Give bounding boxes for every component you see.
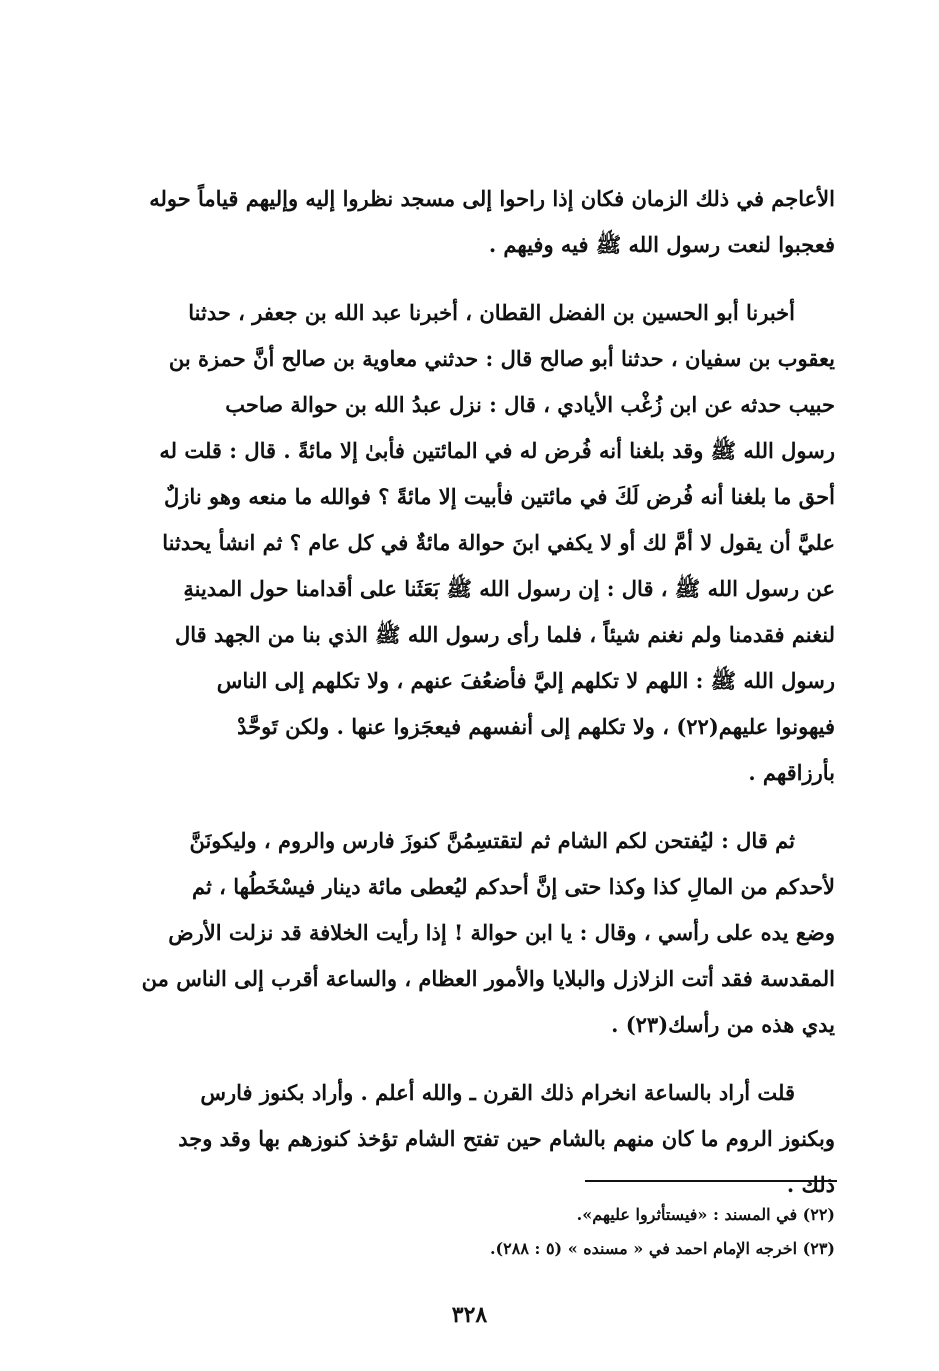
paragraph-2 xyxy=(100,290,835,796)
paragraph-4 xyxy=(100,1070,835,1208)
text-line: أخبرنا أبو الحسين بن الفضل القطان ، أخبرنا عبد الله بن جعفر ، حدثنا xyxy=(188,300,795,325)
text-line: فعجبوا لنعت رسول الله ﷺ فيه وفيهم . xyxy=(488,232,835,257)
text-line: يعقوب بن سفيان ، حدثنا أبو صالح قال : حدثني معاوية بن صالح أنَّ حمزة بن xyxy=(168,346,835,371)
text-line: المقدسة فقد أتت الزلازل والبلايا والأمور العظام ، والساعة أقرب إلى الناس من xyxy=(141,966,835,991)
text-line: لأحدكم من المالِ كذا وكذا حتى إنَّ أحدكم ليُعطى مائة دينار فيسْخَطُها ، ثم xyxy=(192,874,835,899)
text-line: ذلك . xyxy=(786,1172,835,1197)
text-line: حبيب حدثه عن ابن زُغْب الأيادي ، قال : نزل عبدُ الله بن حوالة صاحب xyxy=(225,392,835,417)
text-line: ثم قال : ليُفتحن لكم الشام ثم لتقتسِمُنَّ كنوزَ فارس والروم ، وليكونَنَّ xyxy=(189,828,795,853)
footnote-23: (٢٣) اخرجه الإمام احمد في « مسنده » (٥ : ٢٨٨). xyxy=(489,1239,835,1258)
text-line: أحق ما بلغنا أنه فُرض لَكَ في مائتين فأبيت إلا مائةً ؟ فوالله ما منعه وهو نازلٌ xyxy=(164,484,835,509)
text-line: رسول الله ﷺ : اللهم لا تكلهم إليَّ فأضعُفَ عنهم ، ولا تكلهم إلى الناس xyxy=(216,668,835,693)
text-line: الأعاجم في ذلك الزمان فكان إذا راحوا إلى مسجد نظروا إليه وإليهم قياماً حوله xyxy=(149,186,835,211)
text-line: رسول الله ﷺ وقد بلغنا أنه فُرض له في المائتين فأبىٰ إلا مائةً . قال : قلت له xyxy=(159,438,835,463)
footnote-22: (٢٢) في المسند : «فيستأثروا عليهم». xyxy=(576,1205,835,1224)
text-line: فيهونوا عليهم(٢٢) ، ولا تكلهم إلى أنفسهم فيعجَزوا عنها . ولكن تَوحَّدْ xyxy=(237,714,835,739)
paragraph-1 xyxy=(100,176,835,268)
text-line: بأرزاقهم . xyxy=(748,760,835,785)
paragraph-3 xyxy=(100,818,835,1048)
text-line: يدي هذه من رأسك(٢٣) . xyxy=(611,1012,835,1037)
text-line: قلت أراد بالساعة انخرام ذلك القرن ـ والله أعلم . وأراد بكنوز فارس xyxy=(200,1080,795,1105)
text-line: عن رسول الله ﷺ ، قال : إن رسول الله ﷺ بَعَثَنا على أقدامنا حول المدينةِ xyxy=(183,576,835,601)
text-line: لنغنم فقدمنا ولم نغنم شيئاً ، فلما رأى رسول الله ﷺ الذي بنا من الجهد قال xyxy=(174,622,835,647)
footnote-divider xyxy=(585,1180,837,1182)
footnotes xyxy=(100,1198,835,1266)
text-line: وضع يده على رأسي ، وقال : يا ابن حوالة ! إذا رأيت الخلافة قد نزلت الأرض xyxy=(168,920,835,945)
page-number: ٣٢٨ xyxy=(451,1302,488,1328)
text-line: عليَّ أن يقول لا أمَّ لك أو لا يكفي ابنَ حوالة مائةٌ في كل عام ؟ ثم انشأ يحدثنا xyxy=(162,530,835,555)
text-line: وبكنوز الروم ما كان منهم بالشام حين تفتح الشام تؤخذ كنوزهم بها وقد وجد xyxy=(178,1126,835,1151)
body-text xyxy=(100,176,835,1208)
